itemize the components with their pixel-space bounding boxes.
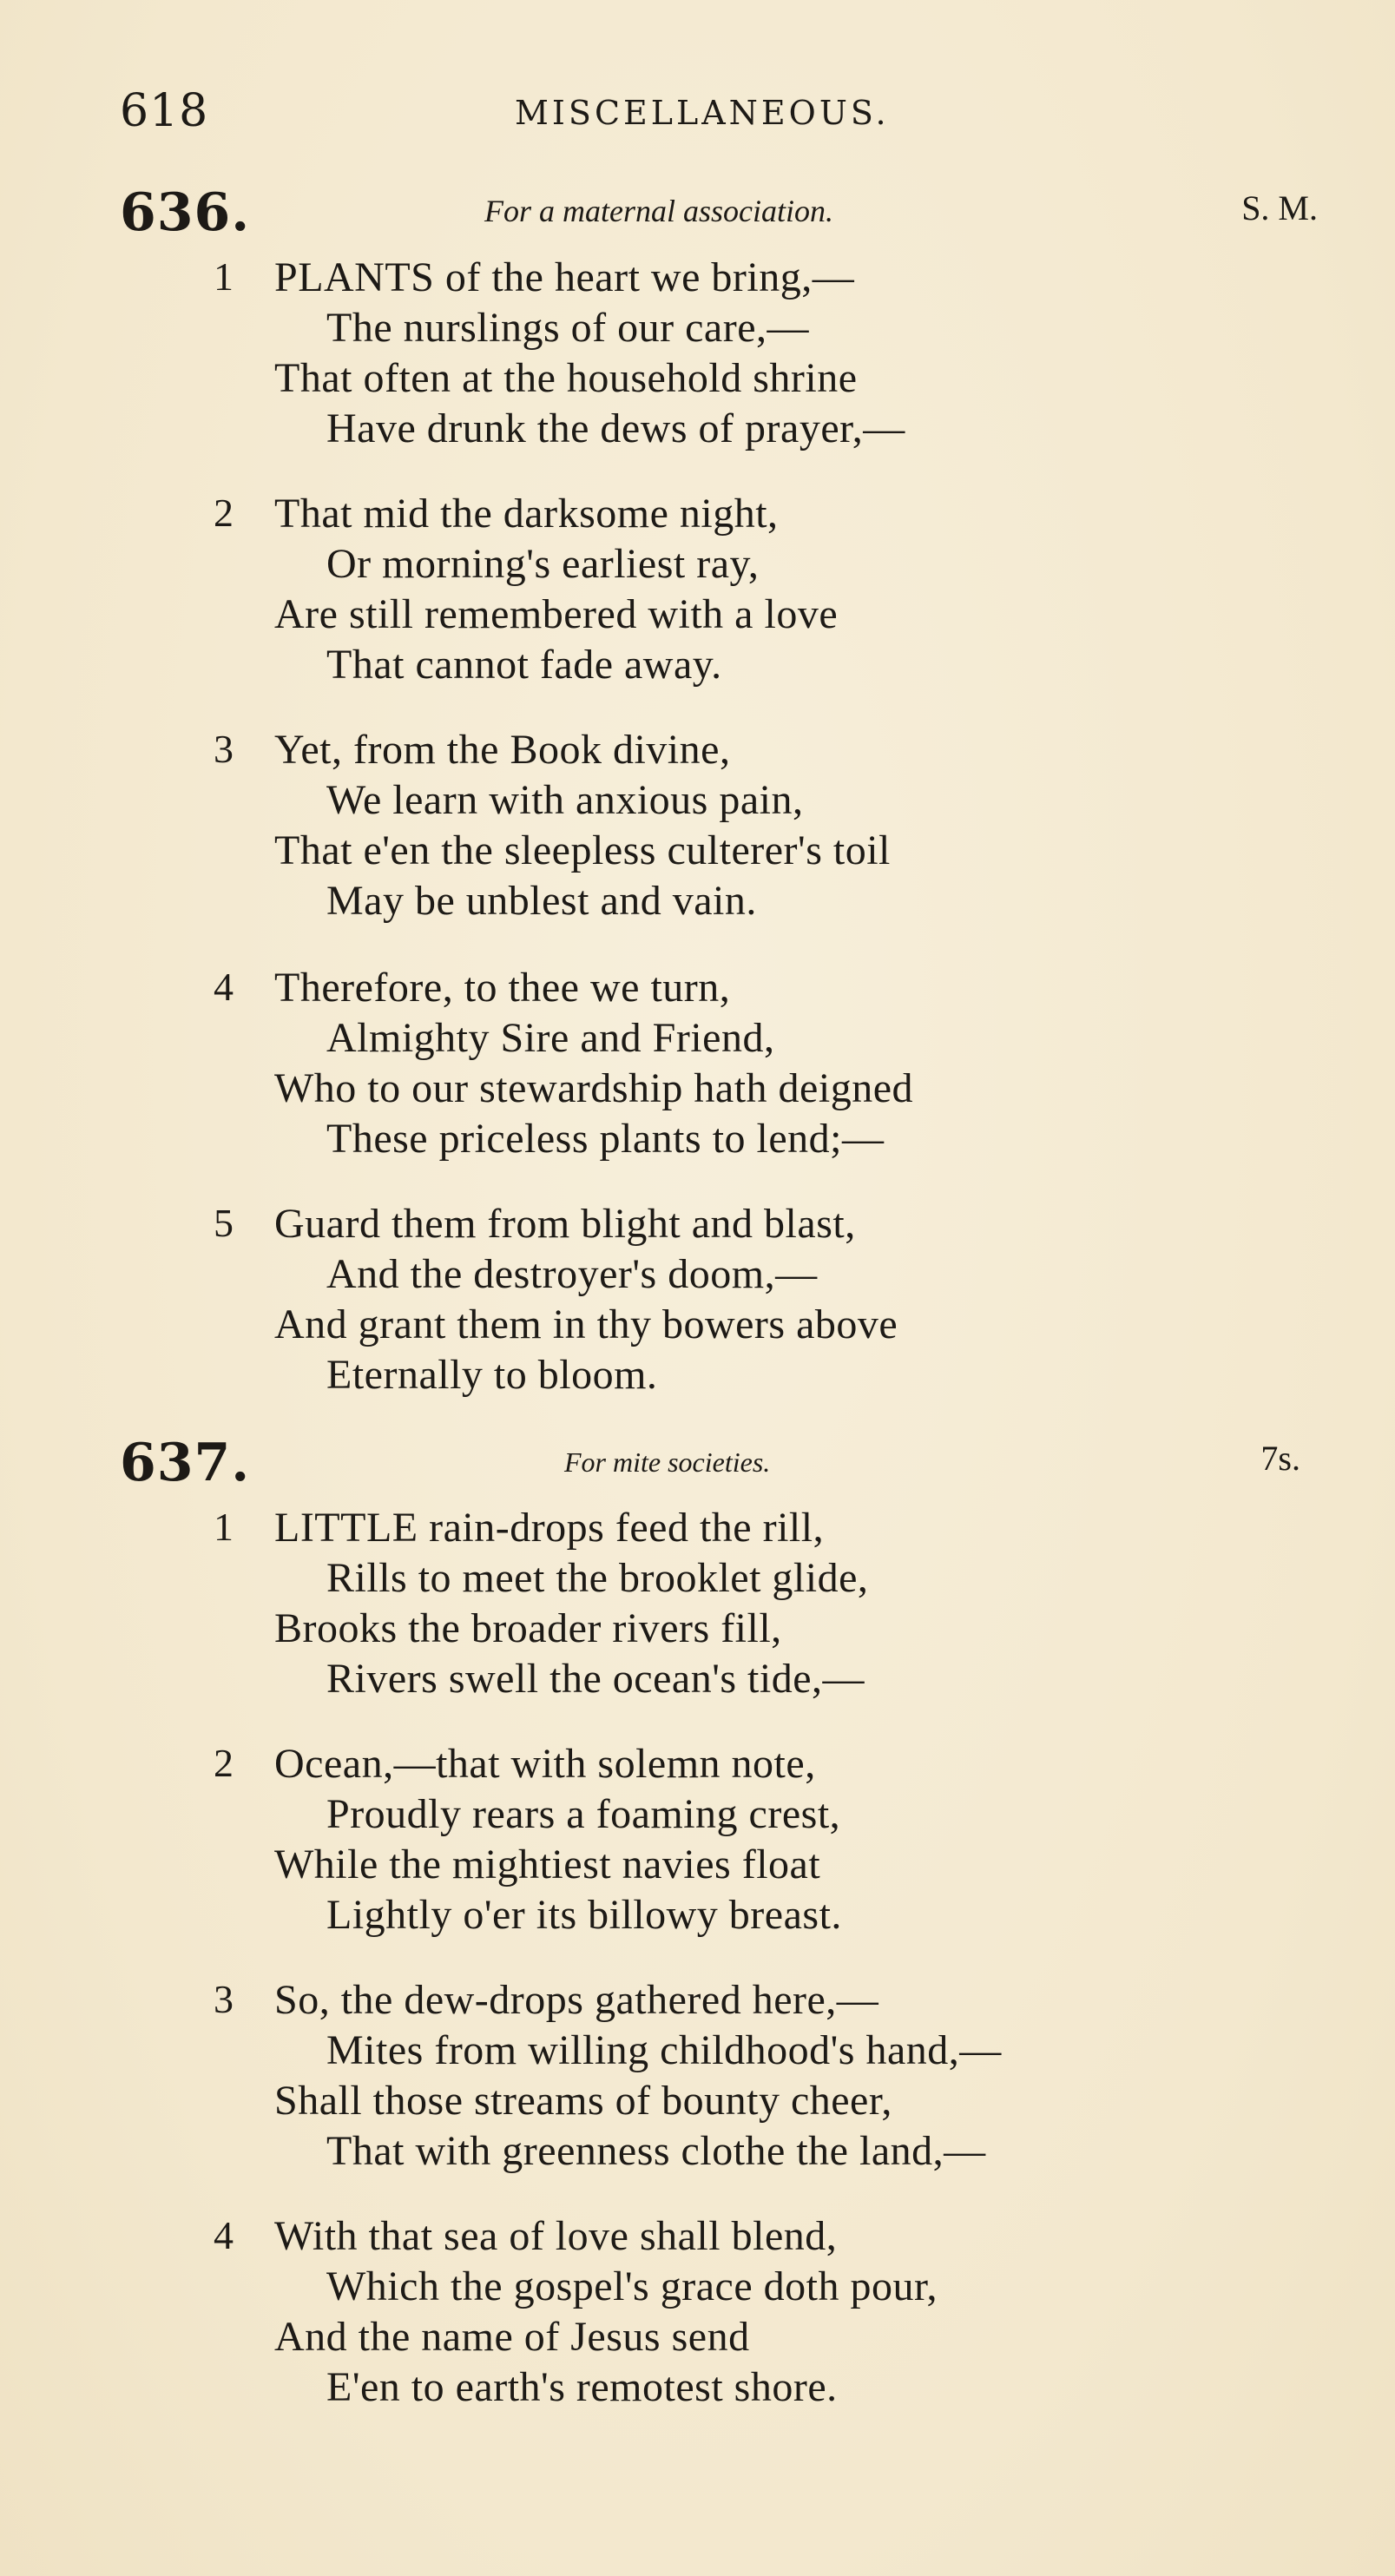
verse-line: That with greenness clothe the land,— [326,2128,986,2174]
hymn-number: 637. [120,1433,251,1493]
verse-line: The nurslings of our care,— [326,305,810,351]
stanza-number: 2 [214,1741,234,1785]
stanza-number: 2 [214,491,234,535]
stanza-number: 3 [214,727,234,771]
verse-line: Rivers swell the ocean's tide,— [326,1656,865,1702]
verse-line: These priceless plants to lend;— [326,1116,885,1162]
hymn-title: For mite societies. [564,1446,771,1478]
verse-line: With that sea of love shall blend, [274,2213,838,2259]
verse-line: Almighty Sire and Friend, [326,1015,775,1061]
verse-line: Are still remembered with a love [274,591,839,637]
verse-line: And the name of Jesus send [274,2314,750,2360]
verse-line: Therefore, to thee we turn, [274,965,731,1011]
verse-line: And grant them in thy bowers above [274,1301,898,1347]
stanza-number: 5 [214,1201,234,1245]
verse-line: While the mightiest navies float [274,1841,821,1888]
verse-line: Which the gospel's grace doth pour, [326,2263,938,2309]
hymn-636-heading [120,182,1318,243]
verse-line: Mites from willing childhood's hand,— [326,2027,1002,2073]
verse-line: LITTLE rain-drops feed the rill, [274,1505,825,1551]
verse-line: Or morning's earliest ray, [326,541,760,587]
hymn-meter: 7s. [1260,1439,1300,1478]
hymn-title: For a maternal association. [484,194,833,228]
hymn-637-heading [120,1433,1318,1493]
verse-line: E'en to earth's remotest shore. [326,2364,838,2410]
verse-line: Yet, from the Book divine, [274,727,731,773]
verse-line: Rills to meet the brooklet glide, [326,1555,869,1601]
verse-line: So, the dew-drops gathered here,— [274,1977,879,2023]
verse-line: PLANTS of the heart we bring,— [274,254,855,300]
running-head: MISCELLANEOUS. [515,94,890,132]
verse-line: We learn with anxious pain, [326,777,804,823]
stanza-number: 1 [214,254,234,299]
stanza-number: 4 [214,2213,234,2257]
verse-line: Guard them from blight and blast, [274,1201,856,1247]
verse-line: Have drunk the dews of prayer,— [326,405,905,451]
verse-line: Shall those streams of bounty cheer, [274,2078,892,2124]
verse-line: That often at the household shrine [274,355,858,401]
verse-line: That mid the darksome night, [274,491,779,537]
verse-line: Lightly o'er its billowy breast. [326,1892,842,1938]
verse-line: Brooks the broader rivers fill, [274,1605,782,1651]
stanza-number: 4 [214,965,234,1009]
verse-line: That cannot fade away. [326,642,722,688]
verse-line: Who to our stewardship hath deigned [274,1065,913,1111]
verse-line: Eternally to bloom. [326,1352,658,1398]
stanza-number: 1 [214,1505,234,1549]
verse-line: Proudly rears a foaming crest, [326,1791,841,1837]
verse-line: And the destroyer's doom,— [326,1251,818,1297]
verse-line: May be unblest and vain. [326,878,757,924]
verse-line: Ocean,—that with solemn note, [274,1741,816,1787]
page-number: 618 [120,85,209,137]
hymn-meter: S. M. [1241,188,1318,227]
hymn-number: 636. [120,182,251,243]
stanza-number: 3 [214,1977,234,2021]
verse-line: That e'en the sleepless culterer's toil [274,827,891,873]
page-header [120,85,1326,146]
